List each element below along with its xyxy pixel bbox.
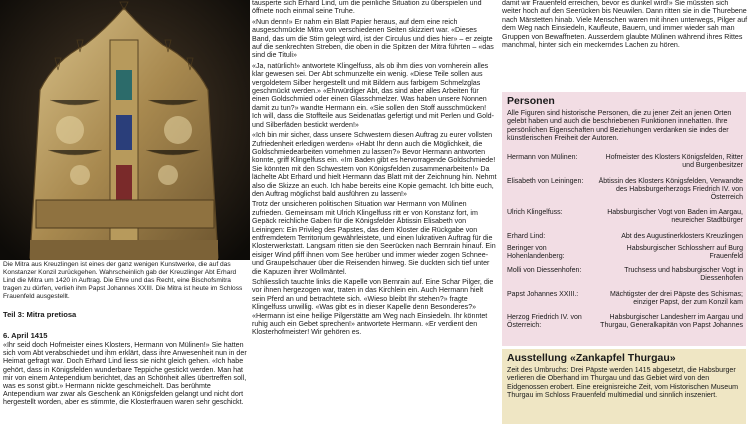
photo-caption: Die Mitra aus Kreuzlingen ist eines der ganz wenigen Kunstwerke, die auf das Konstanzer Konzil zurückgehen. Wahrscheinlich gab der Kreuzlinger Abt Erhard Lind die Mitra um 1420 in Auftrag. Die Ehre und das Recht, eine Bischofsmitra tragen zu dürfen, verlieh ihm Papst Johannes XXIII. Die Mitra ist heute im Schloss Frauenfeld ausgestellt. bbox=[3, 261, 243, 300]
story-column-2 bbox=[252, 0, 497, 339]
person-name: Herzog Friedrich IV. von Österreich: bbox=[507, 314, 582, 330]
person-description: Truchsess und habsburgischer Vogt in Diessenhofen bbox=[624, 267, 743, 283]
story-column-3: damit wir Frauenfeld erreichen, bevor es dunkel wird!» Sie müssten sich weiter hoch auf den Seerücken bis Neuwilen. Dann ritten sie in die Thurebene nach Märstetten hinab. Viele Menschen waren mit ihnen unterwegs, Pilger auf dem Weg nach Einsiedeln, Kaufleute, Bauern, und immer wieder sah man Gruppen von Bewaffneten. Ausserdem glaubte Mülinen während ihres Rittes manchmal, hinter sich ein meckerndes Lachen zu hören. bbox=[502, 0, 748, 50]
personen-intro: Alle Figuren sind historische Personen, die zu jener Zeit an jenen Orten gelebt haben und auch die beschriebenen Funktionen innehatten. Ihre persönlichen Eigenschaften und Beziehungen verdanken sie indes der künstlerischen Freiheit der Autoren. bbox=[507, 109, 732, 143]
person-name: Molli von Diessenhofen: bbox=[507, 267, 582, 274]
personen-box bbox=[502, 92, 746, 346]
ausstellung-box bbox=[502, 349, 746, 424]
personen-title: Personen bbox=[507, 95, 555, 107]
paragraph: «Ja, natürlich!» antwortete Klingelfuss, als ob ihm dies von vornherein alles klar gewesen sei. Der Abt schmunzelte ein wenig. «Diese Teile sollen aus vergoldetem Silber hergestellt und mit Bildern aus farbigem Schmelzglas geschmückt werden.» «Ehrwürdiger Abt, das sind aber alles Arbeiten für einen Goldschmied oder einen Glasschmelzer. Was haben unsere Nonnen damit zu tun?» wandte Hermann ein. «Sie sollen den Stoff ausschmücken! Ich will, dass die Stoffteile aus Seidenatlas gefertigt und mit Perlen und Gold- und Silberfäden bestickt werden!» bbox=[252, 61, 494, 129]
paragraph: «Nun denn!» Er nahm ein Blatt Papier heraus, auf dem eine reich ausgeschmückte Mitra von verschiedenen Seiten skizziert war. «Dieses Band, das um die Stirn gelegt wird, ist der Circulus und dies hier» – er zeigte auf die senkrechten Streben, die oben in die Spitzen der Mitra führten – «das sind die Tituli» bbox=[252, 17, 494, 60]
ausstellung-text: Zeit des Umbruchs: Drei Päpste werden 1415 abgesetzt, die Habsburger verlieren die Oberhand im Thurgau und das Gebiet wird von den Eidgenossen erobert. Eine ereignisreiche Zeit, vom Historischen Museum Thurgau im Schloss Frauenfeld multimedial und sinnlich inszeniert. bbox=[507, 366, 739, 399]
person-name: Ulrich Klingelfuss: bbox=[507, 209, 563, 216]
person-description: Hofmeister des Klosters Königsfelden, Ritter und Burgenbesitzer bbox=[605, 154, 743, 170]
paragraph: «Ich bin mir sicher, dass unsere Schwestern diesen Auftrag zu eurer vollsten Zufriedenheit erledigen werden» «Habt Ihr denn auch die Möglichkeit, die Goldschmiedearbeiten vornehmen zu lassen?» Bevor Hermann antworten konnte, griff Klingelfuss ein. «Im Baden gibt es hervorragende Goldschmiede! Sie könnten mit den Schwestern von Königsfelden zusammenarbeiten!» Da lächelte Abt Erhard und hielt Hermann das Blatt mit der Zeichnung hin. Nehmt also die Skizze an euch. Ich habe bereits eine Kopie gemacht. Ich bitte euch, den Auftrag möglichst bald ausführen zu lassen!» bbox=[252, 131, 497, 198]
story-left-text: «Ihr seid doch Hofmeister eines Klosters, Hermann von Mülinen!» Sie hatten sich vom Abt verabschiedet und ihm erklärt, dass ihre Anwesenheit nun in der Heimat gefragt war. Doch Erhard Lind liess sie nicht gleich gehen. «Ich habe gehört, dass in Königsfelden wunderbare Teppiche gestickt werden. Man hat mir von einem Antependium berichtet, das an Schönheit alles übertreffen soll, was es sonst gibt.» Hermann nickte geschmeichelt. Das berühmte Antependium war zwar als Geschenk an Königsfelden gelangt und nicht dort hergestellt worden, aber es stimmte, die Klosterfrauen waren sehr geschickt. bbox=[3, 341, 247, 407]
paragraph: tausperte sich Erhard Lind, um die peinliche Situation zu überspielen und öffnete noch einmal seine Truhe. bbox=[252, 0, 482, 16]
person-description: Habsburgischer Landesherr im Aargau und Thurgau, Generalkapitän von Papst Johannes bbox=[600, 314, 743, 330]
person-description: Mächtigster der drei Päpste des Schismas; einziger Papst, der zum Konzil kam bbox=[609, 291, 743, 307]
person-name: Hermann von Mülinen: bbox=[507, 154, 578, 161]
ausstellung-title: Ausstellung «Zankapfel Thurgau» bbox=[507, 352, 676, 364]
mitra-photo bbox=[0, 0, 250, 260]
person-name: Elisabeth von Leiningen: bbox=[507, 178, 584, 185]
part-title: Teil 3: Mitra pretiosa bbox=[3, 310, 77, 319]
person-name: Erhard Lind: bbox=[507, 233, 546, 240]
person-description: Habsburgischer Vogt von Baden im Aargau, neureicher Stadtbürger bbox=[607, 209, 743, 225]
paragraph: Trotz der unsicheren politischen Situation war Hermann von Mülinen zufrieden. Gemeinsam mit Ulrich Klingelfuss ritt er von Konstanz fort, im Gepäck reichliche Gaben für die Königsfelder Äbtissin Elisabeth von Leiningen: Ein Privileg des Papstes, das dem Kloster die Rückgabe von entfremdetem Territorium gewährleistete, und einen lukrativen Auftrag für die Klosterwerkstatt. Langsam ritten sie den Seerücken nach Bernrain hinauf. Ein eisiger Wind pfiff ihnen vom See herüber und immer wieder zogen Schnee- und Graupelschauer über die Reisenden hinweg. Sie duckten sich tief unter die Kapuzen ihrer Wollmäntel. bbox=[252, 200, 496, 276]
paragraph: Schliesslich tauchte links die Kapelle von Bernrain auf. Eine Schar Pilger, die vor ihnen hergezogen war, traten in das Kirchlein ein. Auch Hermann hielt sein Pferd an und betrachtete sich. «Wieso bleibt Ihr stehen?» fragte Klingelfuss unwillig. «Was gibt es in dieser Kapelle denn Besonderes?» «Hermann ist eine heilige Pilgerstätte am Weg nach Einsiedeln. Ihr könntet ruhig auch ein Gebet sprechen!» antwortete Hermann. «Er verdient den Klosterhofmeister! Wir gehören es. bbox=[252, 278, 494, 337]
person-description: Äbtissin des Klosters Königsfelden, Verwandte des Habsburgerherzogs Friedrich IV. von Österreich bbox=[598, 178, 743, 202]
story-date: 6. April 1415 bbox=[3, 331, 48, 340]
mitra-image bbox=[0, 0, 250, 260]
person-name: Beringer von Hohenlandenberg: bbox=[507, 245, 565, 261]
person-name: Papst Johannes XXIII.: bbox=[507, 291, 579, 298]
person-description: Habsburgischer Schlossherr auf Burg Frauenfeld bbox=[626, 245, 743, 261]
person-description: Abt des Augustinerklosters Kreuzlingen bbox=[621, 233, 743, 240]
